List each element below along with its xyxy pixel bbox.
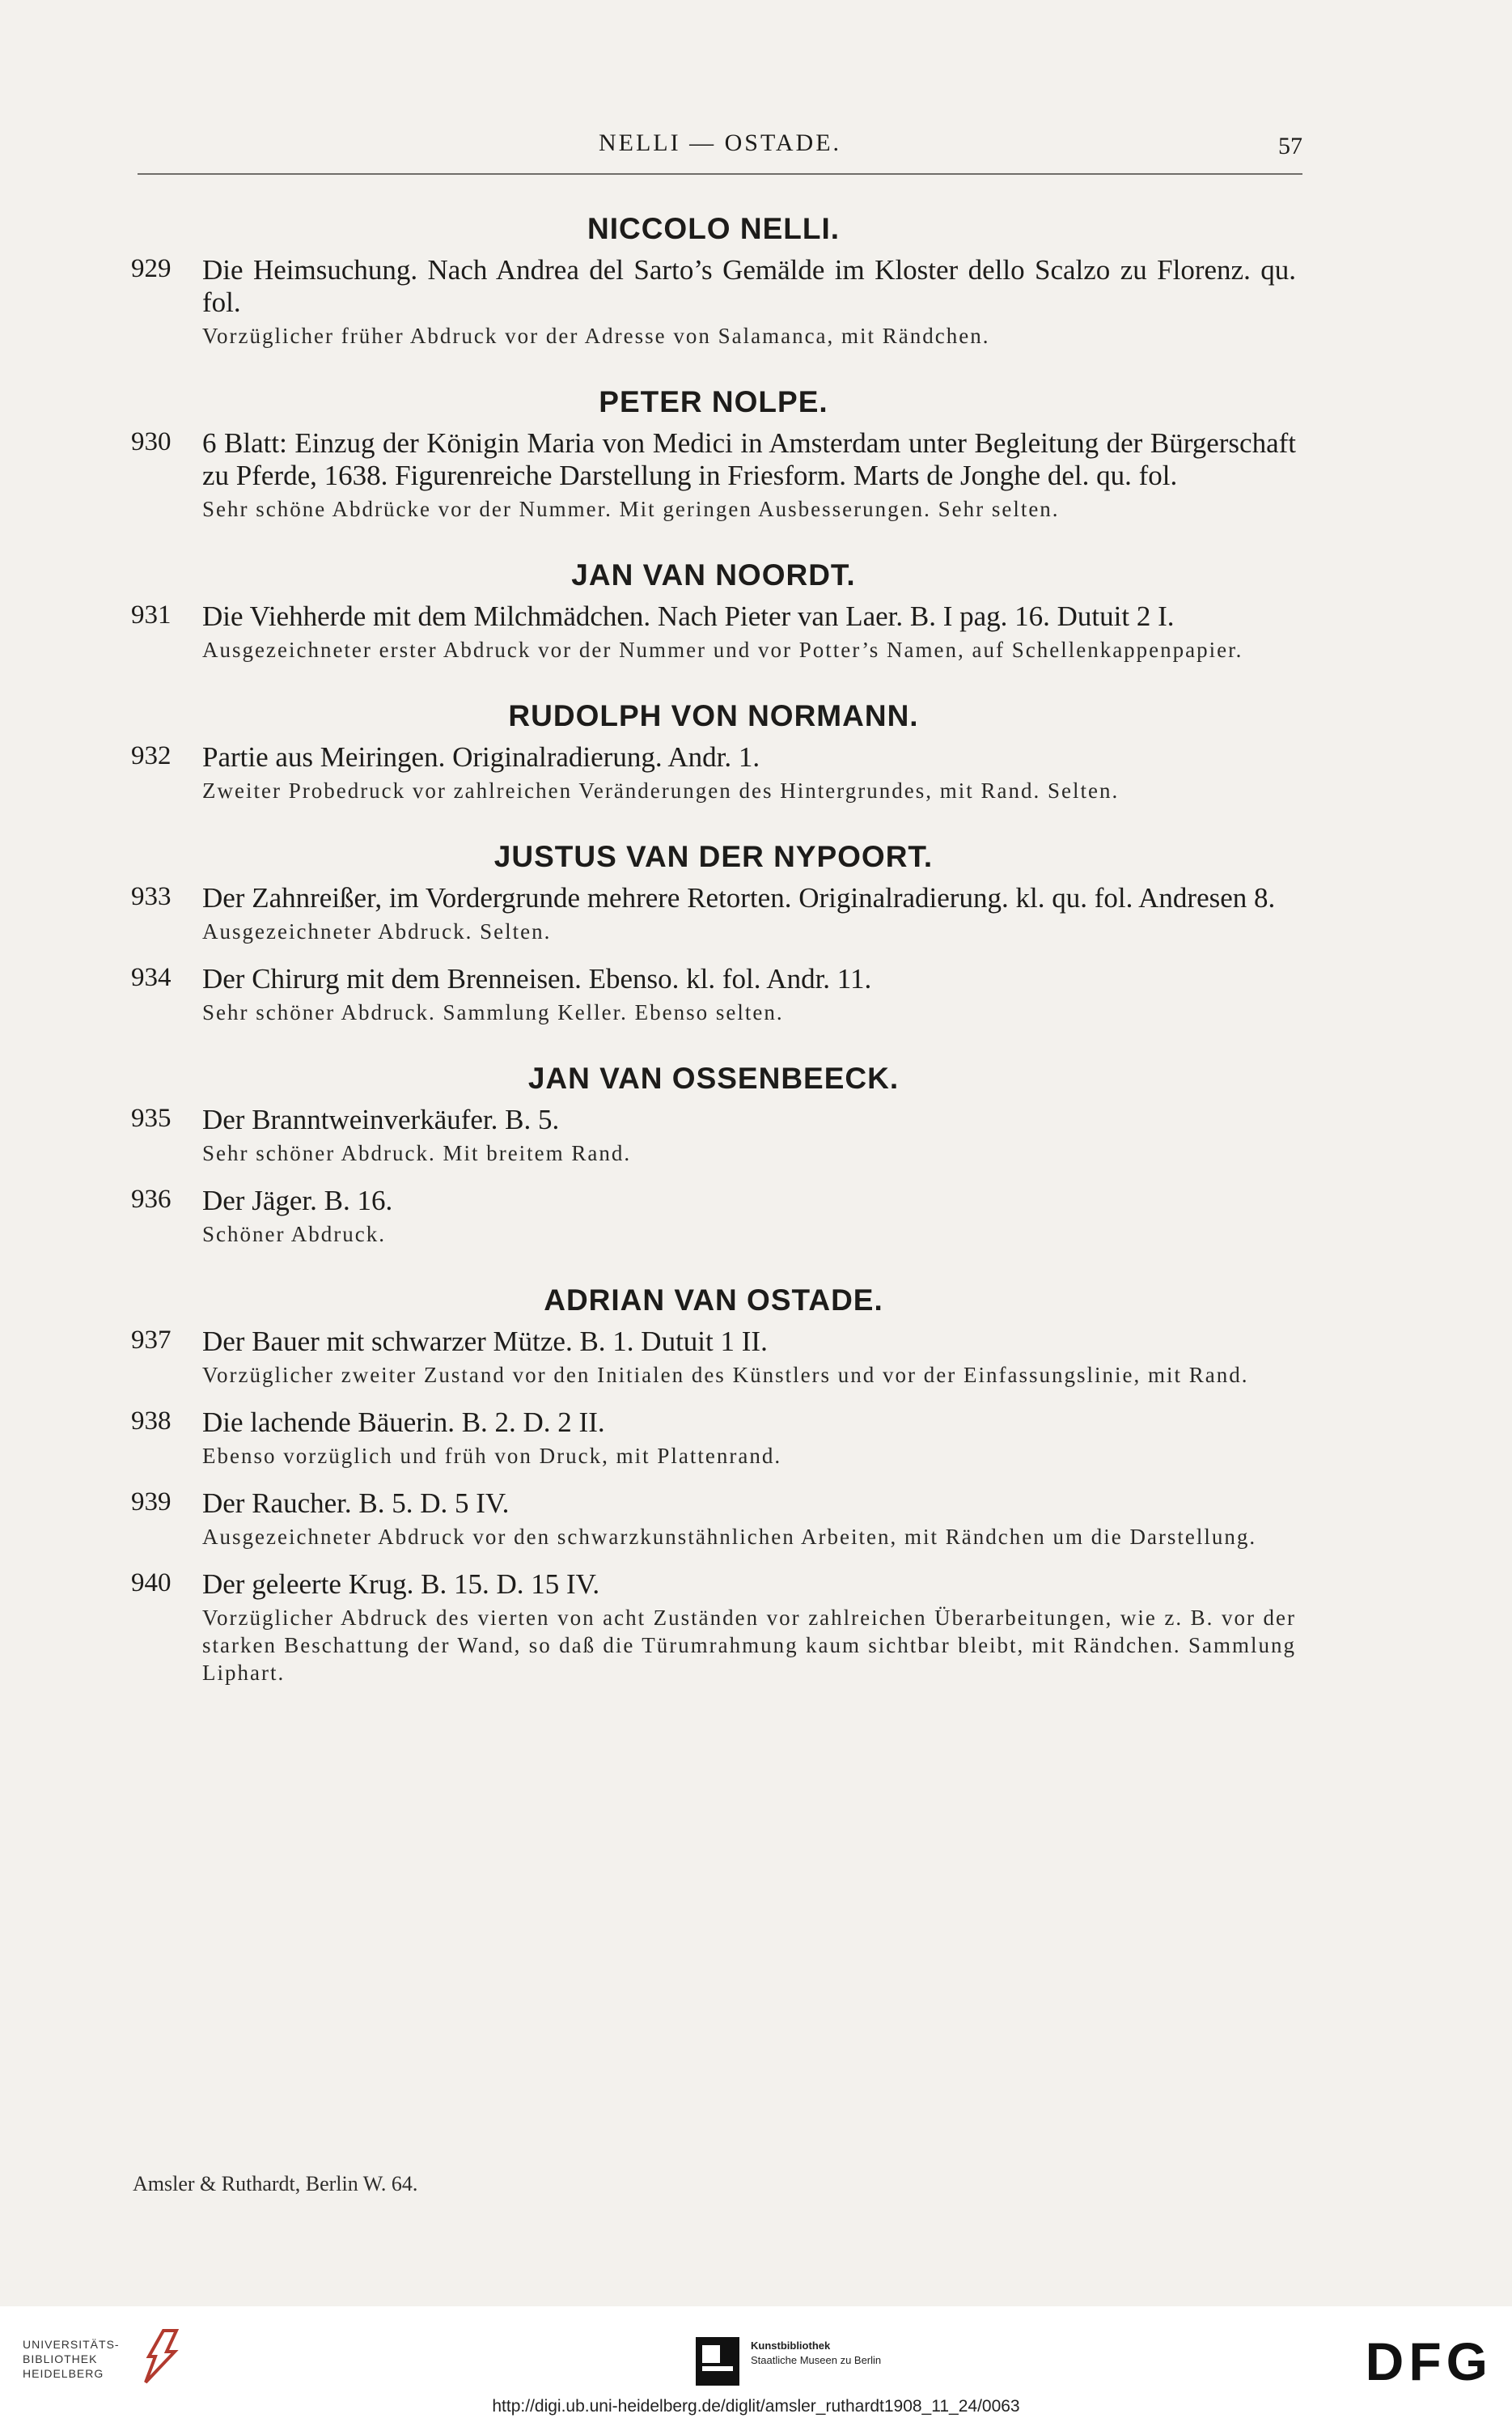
entry-description: Der geleerte Krug. B. 15. D. 15 IV. <box>202 1568 600 1600</box>
entry-description: Die Heimsuchung. Nach Andrea del Sarto’s Gemälde im Kloster dello Scalzo zu Florenz. qu. fol. <box>202 254 1296 318</box>
heidelberg-emblem-icon <box>139 2327 181 2386</box>
entry-condition-note: Sehr schöne Abdrücke vor der Nummer. Mit geringen Ausbesserungen. Sehr selten. <box>202 497 1060 521</box>
entry-condition-note: Sehr schöner Abdruck. Mit breitem Rand. <box>202 1141 632 1165</box>
catalog-entry <box>131 882 1296 945</box>
lot-number: 931 <box>131 600 172 630</box>
lot-number: 937 <box>131 1326 172 1355</box>
kunstbibliothek-text <box>751 2339 881 2368</box>
running-title: NELLI — OSTADE. <box>598 129 842 156</box>
catalog-entry <box>131 963 1296 1026</box>
catalog-entry <box>131 741 1296 804</box>
artist-section <box>131 558 1296 664</box>
entry-description: Der Raucher. B. 5. D. 5 IV. <box>202 1487 510 1519</box>
lot-number: 938 <box>131 1406 172 1436</box>
publisher-imprint: Amsler & Ruthardt, Berlin W. 64. <box>133 2172 418 2195</box>
artist-heading: ADRIAN VAN OSTADE. <box>544 1283 883 1317</box>
entry-description: Der Zahnreißer, im Vordergrunde mehrere Retorten. Originalradierung. kl. qu. fol. Andresen 8. <box>202 882 1276 914</box>
entry-description: Die lachende Bäuerin. B. 2. D. 2 II. <box>202 1406 605 1438</box>
catalog-entry <box>131 600 1296 664</box>
entry-condition-note: Ausgezeichneter Abdruck vor den schwarzkunstähnlichen Arbeiten, mit Rändchen um die Darstellung. <box>202 1525 1257 1549</box>
lot-number: 929 <box>131 254 172 283</box>
lot-number: 936 <box>131 1185 172 1214</box>
page-number: 57 <box>1278 133 1302 159</box>
entry-condition-note: Sehr schöner Abdruck. Sammlung Keller. Ebenso selten. <box>202 1000 784 1024</box>
logo-text-line: BIBLIOTHEK <box>23 2352 98 2365</box>
entry-condition-note: Vorzüglicher früher Abdruck vor der Adresse von Salamanca, mit Rändchen. <box>202 324 990 348</box>
artist-section <box>131 840 1296 1026</box>
lot-number: 934 <box>131 963 172 992</box>
entry-description: Der Jäger. B. 16. <box>202 1185 393 1216</box>
artist-section <box>131 1062 1296 1248</box>
viewer-footer <box>0 2306 1512 2418</box>
catalog-entry <box>131 1487 1296 1550</box>
heidelberg-university-library-logo[interactable] <box>23 2337 120 2381</box>
lot-number: 930 <box>131 427 172 456</box>
entry-description: 6 Blatt: Einzug der Königin Maria von Medici in Amsterdam unter Begleitung der Bürgerschaft zu Pferde, 1638. Figurenreiche Darstellung in Friesform. Marts de Jonghe del. qu. fol. <box>202 427 1296 491</box>
entry-description: Partie aus Meiringen. Originalradierung. Andr. 1. <box>202 741 760 773</box>
header-rule <box>138 173 1302 175</box>
artist-section <box>131 699 1296 804</box>
artist-section <box>131 1283 1296 1686</box>
entry-condition-note: Schöner Abdruck. <box>202 1222 386 1246</box>
entry-description: Die Viehherde mit dem Milchmädchen. Nach Pieter van Laer. B. I pag. 16. Dutuit 2 I. <box>202 600 1175 632</box>
kb-name: Kunstbibliothek <box>751 2340 831 2352</box>
dfg-logo[interactable]: DFG <box>1365 2331 1493 2391</box>
entry-condition-note: Vorzüglicher Abdruck des vierten von acht Zuständen vor zahlreichen Überarbeitungen, wie z. B. vor der starken Beschattung der Wand, so daß die Türumrahmung kaum sichtbar bleibt, mit Rändchen. Sammlung Liphart. <box>202 1606 1296 1685</box>
artist-heading: JAN VAN OSSENBEECK. <box>527 1062 900 1095</box>
kunstbibliothek-icon <box>696 2337 739 2386</box>
artist-section <box>131 212 1296 350</box>
artist-heading: PETER NOLPE. <box>599 385 828 418</box>
catalog-entry <box>131 427 1296 523</box>
artist-heading: JUSTUS VAN DER NYPOORT. <box>493 840 934 873</box>
running-head <box>138 129 1302 162</box>
source-url[interactable]: http://digi.ub.uni-heidelberg.de/diglit/amsler_ruthardt1908_11_24/0063 <box>492 2397 1020 2416</box>
lot-number: 940 <box>131 1568 172 1597</box>
entry-condition-note: Ebenso vorzüglich und früh von Druck, mit Plattenrand. <box>202 1444 782 1468</box>
lot-number: 935 <box>131 1104 172 1133</box>
catalog-entry <box>131 1326 1296 1389</box>
logo-text-line: UNIVERSITÄTS- <box>23 2338 120 2351</box>
catalog-content <box>131 212 1296 1722</box>
entry-description: Der Chirurg mit dem Brenneisen. Ebenso. kl. fol. Andr. 11. <box>202 963 872 995</box>
artist-heading: NICCOLO NELLI. <box>587 212 841 245</box>
entry-description: Der Branntweinverkäufer. B. 5. <box>202 1104 560 1135</box>
entry-condition-note: Ausgezeichneter erster Abdruck vor der Nummer und vor Potter’s Namen, auf Schellenkappenpapier. <box>202 638 1243 662</box>
entry-description: Der Bauer mit schwarzer Mütze. B. 1. Dutuit 1 II. <box>202 1326 768 1357</box>
kb-subtitle: Staatliche Museen zu Berlin <box>751 2354 882 2366</box>
logo-text-line: HEIDELBERG <box>23 2367 104 2380</box>
artist-heading: JAN VAN NOORDT. <box>571 558 856 592</box>
entry-condition-note: Zweiter Probedruck vor zahlreichen Veränderungen des Hintergrundes, mit Rand. Selten. <box>202 778 1120 803</box>
catalog-entry <box>131 254 1296 350</box>
catalog-entry <box>131 1568 1296 1686</box>
catalog-entry <box>131 1185 1296 1248</box>
catalog-entry <box>131 1406 1296 1470</box>
entry-condition-note: Ausgezeichneter Abdruck. Selten. <box>202 919 552 944</box>
lot-number: 933 <box>131 882 172 911</box>
lot-number: 939 <box>131 1487 172 1517</box>
entry-condition-note: Vorzüglicher zweiter Zustand vor den Initialen des Künstlers und vor der Einfassungslinie, mit Rand. <box>202 1363 1249 1387</box>
artist-section <box>131 385 1296 523</box>
artist-heading: RUDOLPH VON NORMANN. <box>508 699 919 732</box>
lot-number: 932 <box>131 741 172 770</box>
catalog-entry <box>131 1104 1296 1167</box>
